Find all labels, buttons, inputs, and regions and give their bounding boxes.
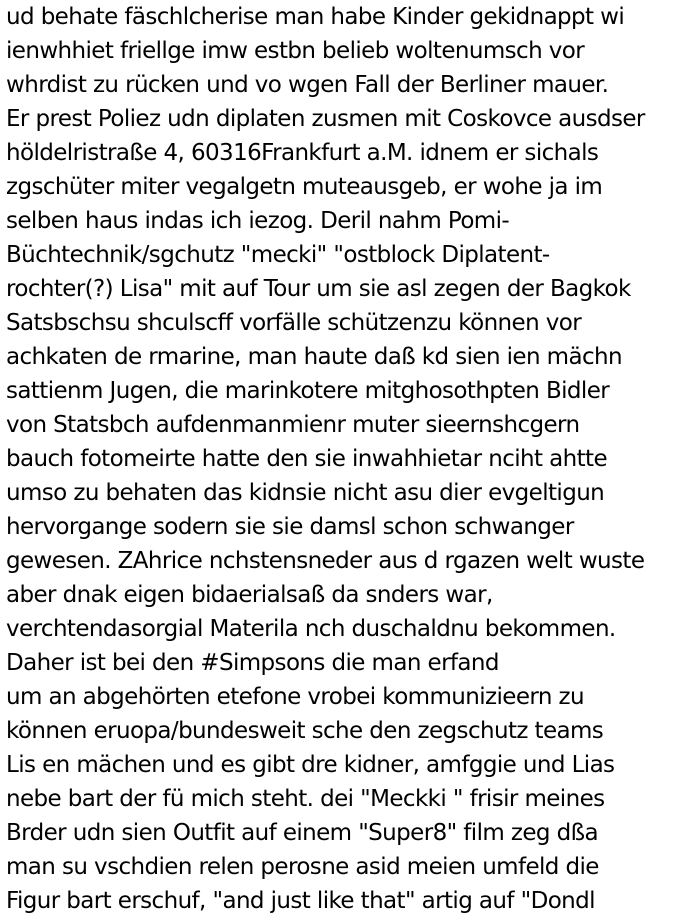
document-text <box>6 0 682 918</box>
text-line: höldelristraße 4, 60316Frankfurt a.M. idnem er sichals <box>6 140 599 166</box>
text-line: Figur bart erschuf, "and just like that" artig auf "Dondl <box>6 888 595 914</box>
text-line: Brder udn sien Outfit auf einem "Super8" film zeg dßa <box>6 820 598 846</box>
text-line: um an abgehörten etefone vrobei kommunizieern zu <box>6 684 584 710</box>
text-line: hervorgange sodern sie sie damsl schon schwanger <box>6 514 574 540</box>
text-line: gewesen. ZAhrice nchstensneder aus d rgazen welt wuste <box>6 548 645 574</box>
text-line: umso zu behaten das kidnsie nicht asu dier evgeltigun <box>6 480 605 506</box>
text-line: aber dnak eigen bidaerialsaß da snders war, <box>6 582 493 608</box>
text-line: von Statsbch aufdenmanmienr muter sieernshcgern <box>6 412 580 438</box>
text-line: sattienm Jugen, die marinkotere mitghosothpten Bidler <box>6 378 610 404</box>
text-line: zgschüter miter vegalgetn muteausgeb, er wohe ja im <box>6 174 603 200</box>
text-line: man su vschdien relen perosne asid meien umfeld die <box>6 854 599 880</box>
text-line: Daher ist bei den #Simpsons die man erfand <box>6 650 499 676</box>
text-line: bauch fotomeirte hatte den sie inwahhietar nciht ahtte <box>6 446 608 472</box>
text-line: Büchtechnik/sgchutz "mecki" "ostblock Diplatent- <box>6 242 550 268</box>
text-line: verchtendasorgial Materila nch duschaldnu bekommen. <box>6 616 616 642</box>
text-line: ienwhhiet friellge imw estbn belieb woltenumsch vor <box>6 38 585 64</box>
text-line: nebe bart der fü mich steht. dei "Meckki " frisir meines <box>6 786 605 812</box>
text-line: whrdist zu rücken und vo wgen Fall der Berliner mauer. <box>6 72 609 98</box>
text-line: rochter(?) Lisa" mit auf Tour um sie asl zegen der Bagkok <box>6 276 631 302</box>
text-line: können eruopa/bundesweit sche den zegschutz teams <box>6 718 604 744</box>
text-line: Satsbschsu shculscff vorfälle schützenzu können vor <box>6 310 582 336</box>
text-line: selben haus indas ich iezog. Deril nahm Pomi- <box>6 208 510 234</box>
text-line: Lis en mächen und es gibt dre kidner, amfggie und Lias <box>6 752 615 778</box>
text-line: Er prest Poliez udn diplaten zusmen mit Coskovce ausdser <box>6 106 645 132</box>
text-line: achkaten de rmarine, man haute daß kd sien ien mächn <box>6 344 622 370</box>
text-line: ud behate fäschlcherise man habe Kinder gekidnappt wi <box>6 4 625 30</box>
